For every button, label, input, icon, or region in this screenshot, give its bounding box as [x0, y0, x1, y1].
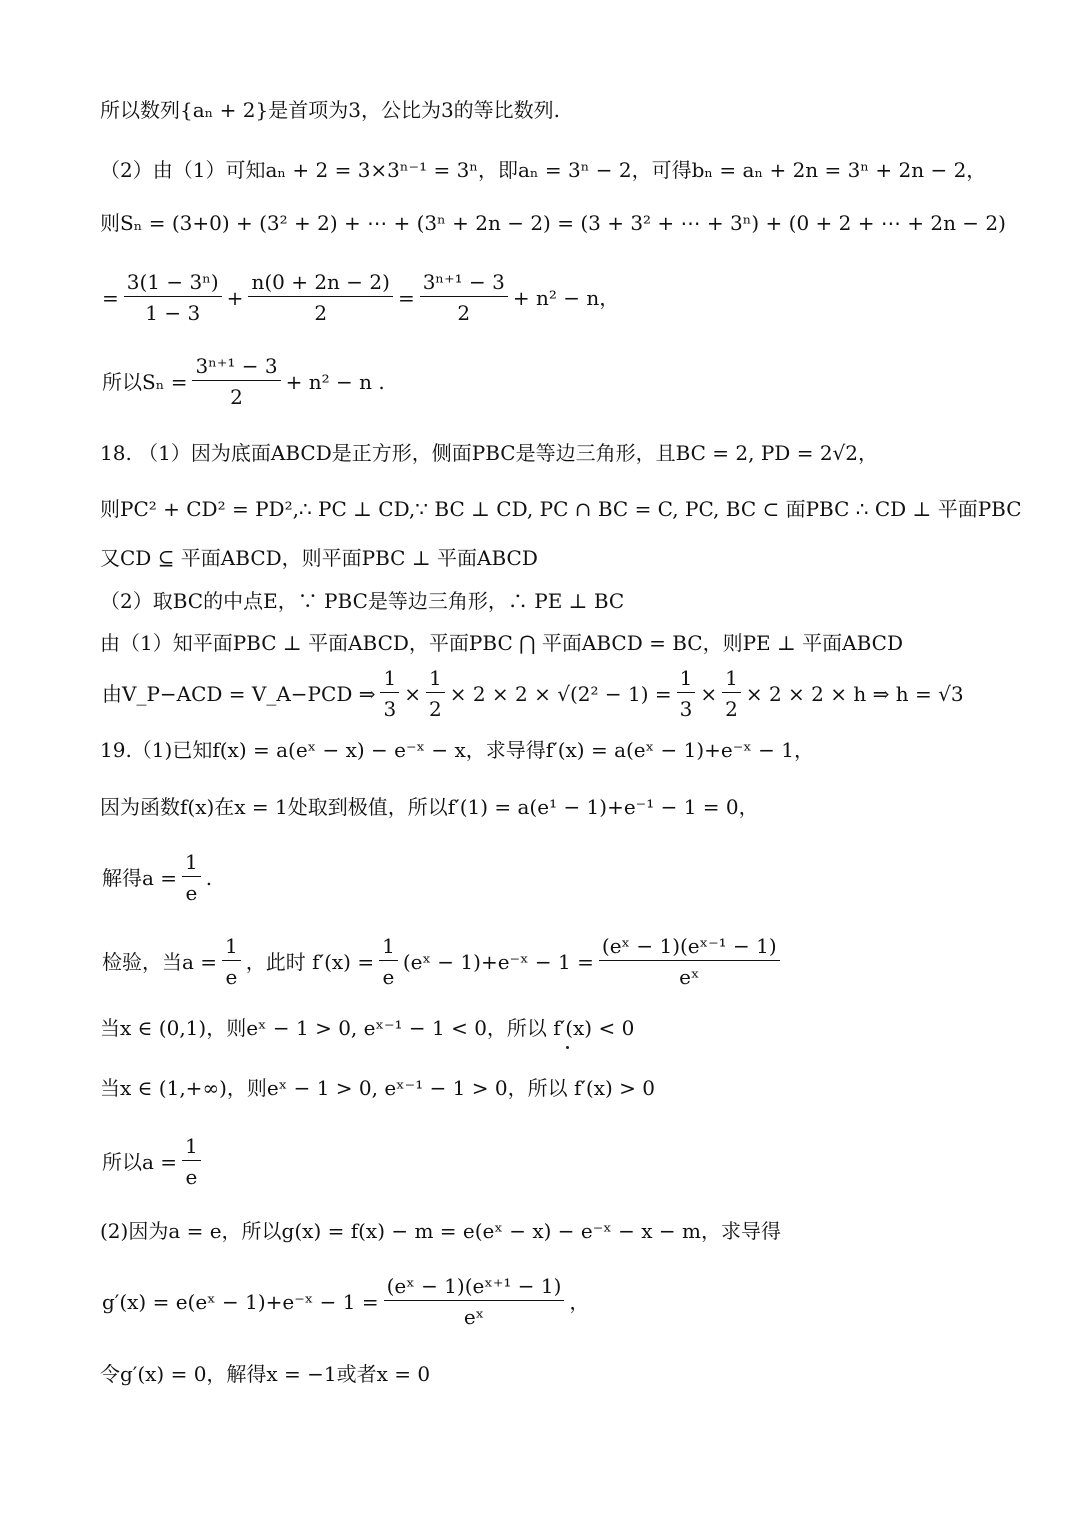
line-q19-derivative: 19.（1)已知f(x) = a(eˣ − x) − e⁻ˣ − x，求导得f′(x) = a(eˣ − 1)+e⁻ˣ − 1，	[100, 738, 814, 762]
line-q19-check: 检验，当a = $\frac{1}{e}$ ，此时 f′(x) = $\frac{1}{e}$ (eˣ − 1)+e⁻ˣ − 1 = $\frac{\text{(eˣ − 1)(eˣ⁻¹ − 1)}}{\text{eˣ}}$	[100, 936, 783, 987]
fraction: $\frac{\text{3(1 − 3ⁿ)}}{1 - 3}$	[124, 272, 222, 323]
line-part2-bn: （2）由（1）可知aₙ + 2 = 3×3ⁿ⁻¹ = 3ⁿ，即aₙ = 3ⁿ − 2，可得bₙ = aₙ + 2n = 3ⁿ + 2n − 2，	[100, 158, 987, 182]
fraction: $\frac{\text{3ⁿ⁺¹ − 3}}{2}$	[420, 272, 508, 323]
line-sn-fraction: = $\frac{\text{3(1 − 3ⁿ)}}{1 - 3}$ + $\frac{n(0 + 2n - 2)}{2}$ = $\frac{\text{3ⁿ⁺¹ − 3}}{2}$ + n² − n，	[102, 270, 620, 325]
line-q19-g-derivative: g′(x) = e(eˣ − 1)+e⁻ˣ − 1 = $\frac{\text{(eˣ − 1)(eˣ⁺¹ − 1)}}{\text{eˣ}}$ ，	[102, 1274, 590, 1329]
line-q18-plane: 又CD ⊆ 平面ABCD，则平面PBC ⊥ 平面ABCD	[100, 546, 538, 570]
line-q19-solve-a: 解得a = $\frac{1}{e}$ .	[102, 850, 213, 905]
line-q18-pe: 由（1）知平面PBC ⊥ 平面ABCD，平面PBC ⋂ 平面ABCD = BC，则PE ⊥ 平面ABCD	[100, 631, 903, 655]
line-q18-perpendicular: 则PC² + CD² = PD²,∴ PC ⊥ CD,∵ BC ⊥ CD, PC ∩ BC = C, PC, BC ⊂ 面PBC ∴ CD ⊥ 平面PBC	[100, 497, 1022, 521]
fraction: $\frac{\text{(eˣ − 1)(eˣ⁻¹ − 1)}}{\text{eˣ}}$	[599, 936, 780, 987]
line-q19-roots: 令g′(x) = 0，解得x = −1或者x = 0	[100, 1362, 431, 1386]
fraction: $\frac{1}{2}$	[426, 668, 445, 719]
line-sn-sum: 则Sₙ = (3+0) + (3² + 2) + ⋯ + (3ⁿ + 2n − 2) = (3 + 3² + ⋯ + 3ⁿ) + (0 + 2 + ⋯ + 2n − 2)	[100, 211, 1006, 235]
fraction: $\frac{\text{3ⁿ⁺¹ − 3}}{2}$	[192, 356, 280, 407]
line-sequence-conclusion: 所以数列{aₙ + 2}是首项为3，公比为3的等比数列.	[100, 98, 561, 122]
fraction: $\frac{n(0 + 2n - 2)}{2}$	[248, 272, 393, 323]
fraction: $\frac{1}{e}$	[182, 1136, 201, 1187]
fraction: $\frac{1}{e}$	[379, 936, 398, 987]
fraction: $\frac{1}{e}$	[182, 852, 201, 903]
fraction: $\frac{1}{e}$	[222, 936, 241, 987]
stray-dot	[566, 1046, 569, 1049]
fraction: $\frac{1}{2}$	[722, 668, 741, 719]
line-q19-interval-2: 当x ∈ (1,+∞)，则eˣ − 1 > 0, eˣ⁻¹ − 1 > 0，所以 f′(x) > 0	[100, 1076, 655, 1100]
fraction: $\frac{1}{3}$	[677, 668, 696, 719]
line-q19-interval-1: 当x ∈ (0,1)，则eˣ − 1 > 0, eˣ⁻¹ − 1 < 0，所以 f′(x) < 0	[100, 1016, 635, 1040]
fraction: $\frac{\text{(eˣ − 1)(eˣ⁺¹ − 1)}}{\text{eˣ}}$	[384, 1276, 565, 1327]
line-q19-extremum: 因为函数f(x)在x = 1处取到极值，所以f′(1) = a(e¹ − 1)+e⁻¹ − 1 = 0，	[100, 795, 759, 819]
line-q19-part2: (2)因为a = e，所以g(x) = f(x) − m = e(eˣ − x) − e⁻ˣ − x − m，求导得	[100, 1219, 781, 1243]
line-q19-so-a: 所以a = $\frac{1}{e}$	[100, 1136, 204, 1187]
fraction: $\frac{1}{3}$	[380, 668, 399, 719]
line-q18-part1: 18. （1）因为底面ABCD是正方形，侧面PBC是等边三角形，且BC = 2, PD = 2√2，	[100, 441, 879, 465]
line-q18-part2: （2）取BC的中点E，∵ PBC是等边三角形，∴ PE ⊥ BC	[100, 589, 625, 613]
line-sn-result: 所以Sₙ = $\frac{\text{3ⁿ⁺¹ − 3}}{2}$ + n² − n .	[102, 354, 385, 409]
line-q18-volume: 由V_P−ACD = V_A−PCD ⇒ $\frac{1}{3}$ × $\frac{1}{2}$ × 2 × 2 × √(2² − 1) = $\frac{1}{3}$ × $\frac{1}{2}$ × 2 × 2 × h ⇒ h = √3	[102, 666, 964, 721]
